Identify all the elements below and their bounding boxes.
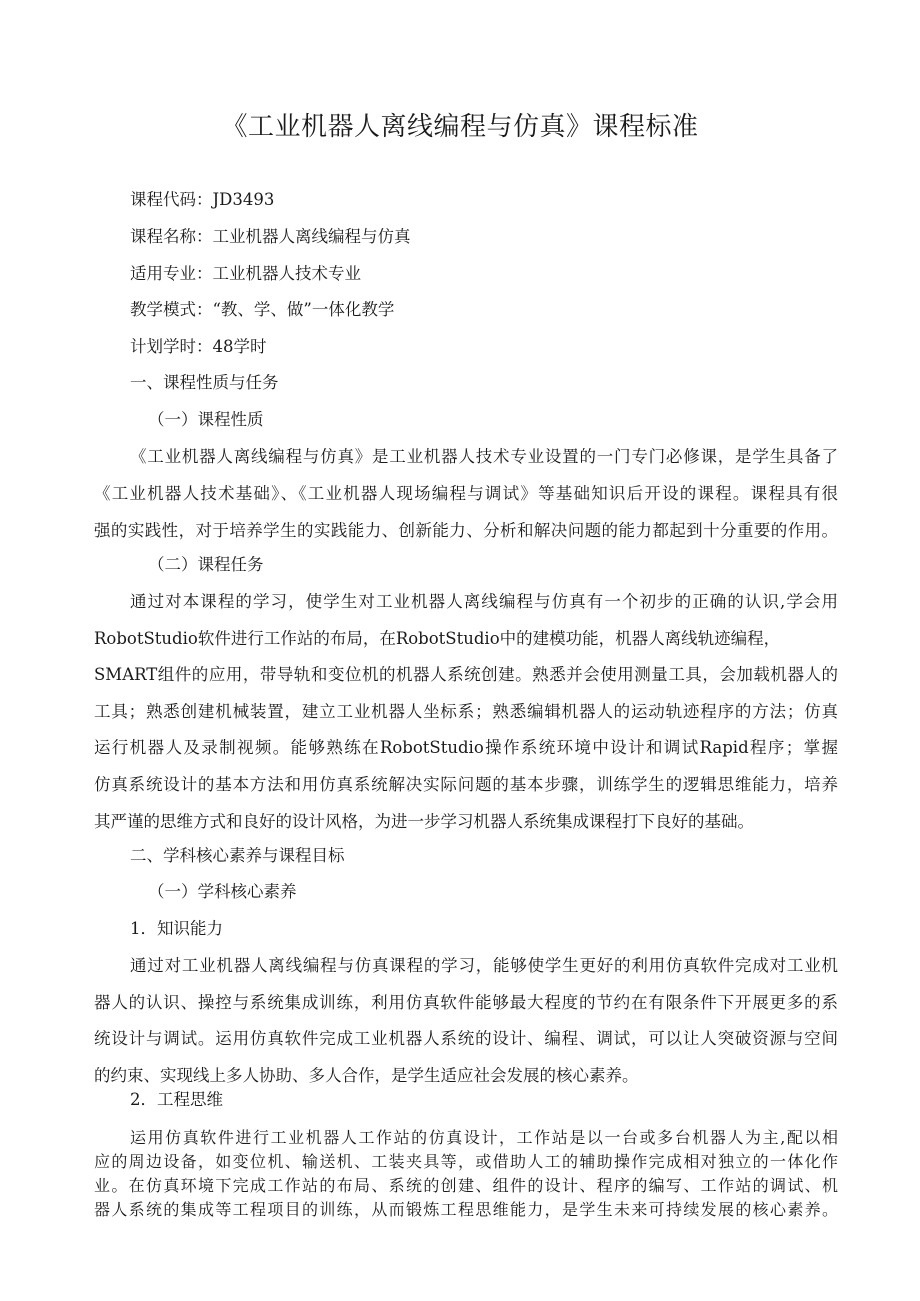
paragraph-line: 运用仿真软件进行工业机器人工作站的仿真设计，工作站是以一台或多台机器人为主,配以相 <box>130 1128 838 1147</box>
paragraph-line: 通过对本课程的学习，使学生对工业机器人离线编程与仿真有一个初步的正确的认识,学会用 <box>130 592 838 611</box>
paragraph-line: RobotStudio软件进行工作站的布局，在RobotStudio中的建模功能，机器人离线轨迹编程， <box>94 629 781 648</box>
paragraph-line: 器人的认识、操控与系统集成训练，利用仿真软件能够最大程度的节约在有限条件下开展更多的系 <box>94 993 838 1012</box>
subsection-heading: （一）学科核心素养 <box>148 882 297 901</box>
course-name: 课程名称：工业机器人离线编程与仿真 <box>130 227 411 246</box>
teaching-mode: 教学模式：“教、学、做”一体化教学 <box>130 300 395 319</box>
subsection-heading: （一）课程性质 <box>148 410 264 429</box>
section-heading: 二、学科核心素养与课程目标 <box>130 846 345 865</box>
paragraph-line: SMART组件的应用，带导轨和变位机的机器人系统创建。熟悉并会使用测量工具，会加载机器人的 <box>94 665 838 684</box>
paragraph-line: 应的周边设备，如变位机、输送机、工装夹具等，或借助人工的辅助操作完成相对独立的一体化作 <box>94 1152 838 1171</box>
paragraph-line: 仿真系统设计的基本方法和用仿真系统解决实际问题的基本步骤，训练学生的逻辑思维能力，培养 <box>94 775 838 794</box>
course-code: 课程代码：JD3493 <box>130 190 275 209</box>
paragraph-line: 工具；熟悉创建机械装置，建立工业机器人坐标系；熟悉编辑机器人的运动轨迹程序的方法；仿真 <box>94 702 838 721</box>
paragraph-line: 统设计与调试。运用仿真软件完成工业机器人系统的设计、编程、调试，可以让人突破资源与空间 <box>94 1029 838 1048</box>
paragraph-line: 其严谨的思维方式和良好的设计风格，为进一步学习机器人系统集成课程打下良好的基础。 <box>94 812 754 831</box>
applicable-major: 适用专业：工业机器人技术专业 <box>130 264 361 283</box>
subsection-heading: （二）课程任务 <box>148 555 264 574</box>
item-heading: 2．工程思维 <box>130 1090 223 1109</box>
planned-hours: 计划学时：48学时 <box>130 337 267 356</box>
paragraph-line: 业。在仿真环境下完成工作站的布局、系统的创建、组件的设计、程序的编写、工作站的调试、机 <box>94 1176 838 1195</box>
document-title: 《工业机器人离线编程与仿真》课程标准 <box>221 112 699 142</box>
paragraph-line: 的约束、实现线上多人协助、多人合作，是学生适应社会发展的核心素养。 <box>94 1066 639 1085</box>
paragraph-line: 《工业机器人技术基础》、《工业机器人现场编程与调试》等基础知识后开设的课程。课程具有很 <box>94 484 838 503</box>
item-heading: 1．知识能力 <box>130 919 223 938</box>
paragraph-line: 运行机器人及录制视频。能够熟练在RobotStudio操作系统环境中设计和调试Rapid程序；掌握 <box>94 738 838 757</box>
section-heading: 一、课程性质与任务 <box>130 373 279 392</box>
paragraph-line: 器人系统的集成等工程项目的训练，从而锻炼工程思维能力，是学生未来可持续发展的核心素养。 <box>94 1200 838 1219</box>
paragraph-line: 通过对工业机器人离线编程与仿真课程的学习，能够使学生更好的利用仿真软件完成对工业机 <box>130 956 838 975</box>
paragraph-line: 强的实践性，对于培养学生的实践能力、创新能力、分析和解决问题的能力都起到十分重要的作用。 <box>94 521 838 540</box>
paragraph-line: 《工业机器人离线编程与仿真》是工业机器人技术专业设置的一门专门必修课，是学生具备了 <box>130 447 838 466</box>
